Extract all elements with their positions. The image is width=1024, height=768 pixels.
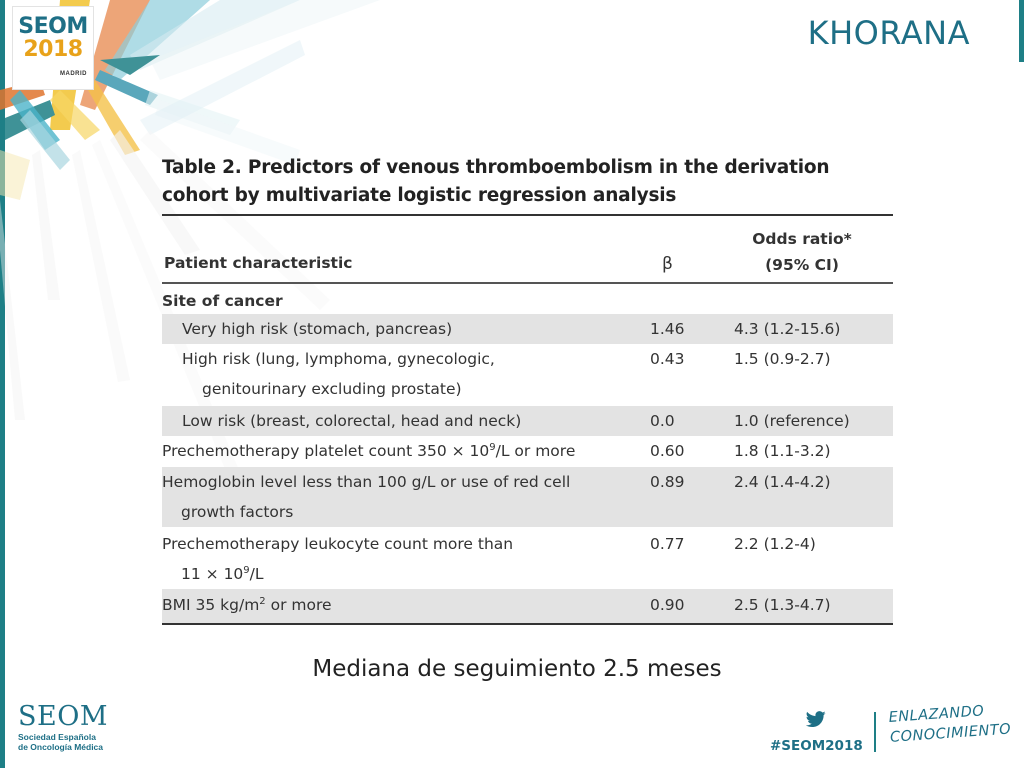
- table-row: [162, 344, 893, 406]
- header-odds-ratio-line2: (95% CI): [765, 256, 839, 274]
- row-platelet-label: [162, 436, 575, 466]
- row-leukocyte-label: [162, 529, 513, 589]
- predictors-table: [162, 154, 893, 625]
- logo-year-text: 2018: [23, 37, 83, 62]
- row-platelet-label-post: /L or more: [495, 441, 576, 460]
- row-high-label-line1: High risk (lung, lymphoma, gynecologic,: [182, 349, 495, 368]
- table-rule-bottom: [162, 623, 893, 625]
- section-site-of-cancer: Site of cancer: [162, 291, 283, 310]
- row-leukocyte-label-line2: [162, 559, 513, 589]
- header-odds-ratio-line1: Odds ratio*: [752, 230, 852, 248]
- table-header: [162, 216, 893, 282]
- row-high-or: 1.5 (0.9-2.7): [734, 349, 831, 368]
- slogan-line1: ENLAZANDO: [888, 703, 985, 726]
- row-platelet-label-sup: 9: [489, 441, 496, 453]
- row-high-label: [162, 344, 495, 404]
- row-bmi-label-sup: 2: [259, 595, 266, 607]
- row-very-high-or: 4.3 (1.2-15.6): [734, 319, 841, 338]
- header-beta: β: [662, 254, 673, 274]
- row-bmi-label: [162, 590, 332, 620]
- seom-society-logo: [18, 702, 128, 752]
- header-patient-characteristic: Patient characteristic: [164, 254, 353, 272]
- row-bmi-beta: 0.90: [650, 595, 685, 614]
- row-leukocyte-or: 2.2 (1.2-4): [734, 534, 816, 553]
- row-high-label-line2: genitourinary excluding prostate): [202, 379, 462, 398]
- row-platelet-or: 1.8 (1.1-3.2): [734, 441, 831, 460]
- row-low-or: 1.0 (reference): [734, 411, 850, 430]
- row-leukocyte-label2-pre: 11 × 10: [181, 564, 244, 583]
- society-logo-line1: Sociedad Española: [18, 732, 96, 742]
- slogan-text: [888, 700, 1010, 748]
- row-very-high-beta: 1.46: [650, 319, 685, 338]
- row-leukocyte-label2-sup: 9: [243, 564, 250, 576]
- row-high-beta: 0.43: [650, 349, 685, 368]
- table-row: [162, 314, 893, 344]
- twitter-icon: [806, 711, 826, 728]
- right-accent-bar: [1019, 0, 1024, 62]
- table-row: [162, 406, 893, 436]
- logo-city-text: MADRID: [60, 71, 87, 77]
- row-hemoglobin-beta: 0.89: [650, 472, 685, 491]
- row-low-beta: 0.0: [650, 411, 675, 430]
- row-leukocyte-label2-post: /L: [249, 564, 264, 583]
- row-platelet-label-pre: Prechemotherapy platelet count 350 × 10: [162, 441, 490, 460]
- row-very-high-label: Very high risk (stomach, pancreas): [182, 319, 453, 338]
- row-leukocyte-label-line1: Prechemotherapy leukocyte count more than: [162, 534, 514, 553]
- row-leukocyte-beta: 0.77: [650, 534, 685, 553]
- table-row: [162, 436, 893, 467]
- row-low-label: Low risk (breast, colorectal, head and neck): [182, 411, 522, 430]
- seom-2018-logo: [12, 6, 94, 90]
- row-hemoglobin-label-line2: growth factors: [181, 502, 294, 521]
- society-logo-name: SEOM: [18, 701, 108, 732]
- row-bmi-or: 2.5 (1.3-4.7): [734, 595, 831, 614]
- society-logo-line2: de Oncología Médica: [18, 742, 104, 752]
- header-odds-ratio: [722, 226, 882, 278]
- row-hemoglobin-label-line1: Hemoglobin level less than 100 g/L or use of red cell: [162, 472, 571, 491]
- footer-divider: [874, 712, 876, 752]
- table-row: [162, 527, 893, 589]
- table-row: [162, 589, 893, 623]
- slide-title: KHORANA: [807, 14, 970, 52]
- row-platelet-beta: 0.60: [650, 441, 685, 460]
- table-title: [162, 154, 893, 210]
- follow-up-note: Mediana de seguimiento 2.5 meses: [312, 656, 722, 682]
- table-title-line2: cohort by multivariate logistic regression analysis: [162, 185, 677, 206]
- logo-seom-text: SEOM: [18, 14, 88, 39]
- table-row-section: [162, 284, 893, 314]
- row-bmi-label-pre: BMI 35 kg/m: [162, 595, 260, 614]
- row-hemoglobin-label: [162, 467, 570, 527]
- row-hemoglobin-or: 2.4 (1.4-4.2): [734, 472, 831, 491]
- row-bmi-label-post: or more: [265, 595, 332, 614]
- table-row: [162, 467, 893, 527]
- table-title-line1: Table 2. Predictors of venous thromboembolism in the derivation: [162, 157, 830, 178]
- hashtag-text: #SEOM2018: [770, 738, 863, 754]
- slogan-line2: CONOCIMIENTO: [889, 721, 1012, 746]
